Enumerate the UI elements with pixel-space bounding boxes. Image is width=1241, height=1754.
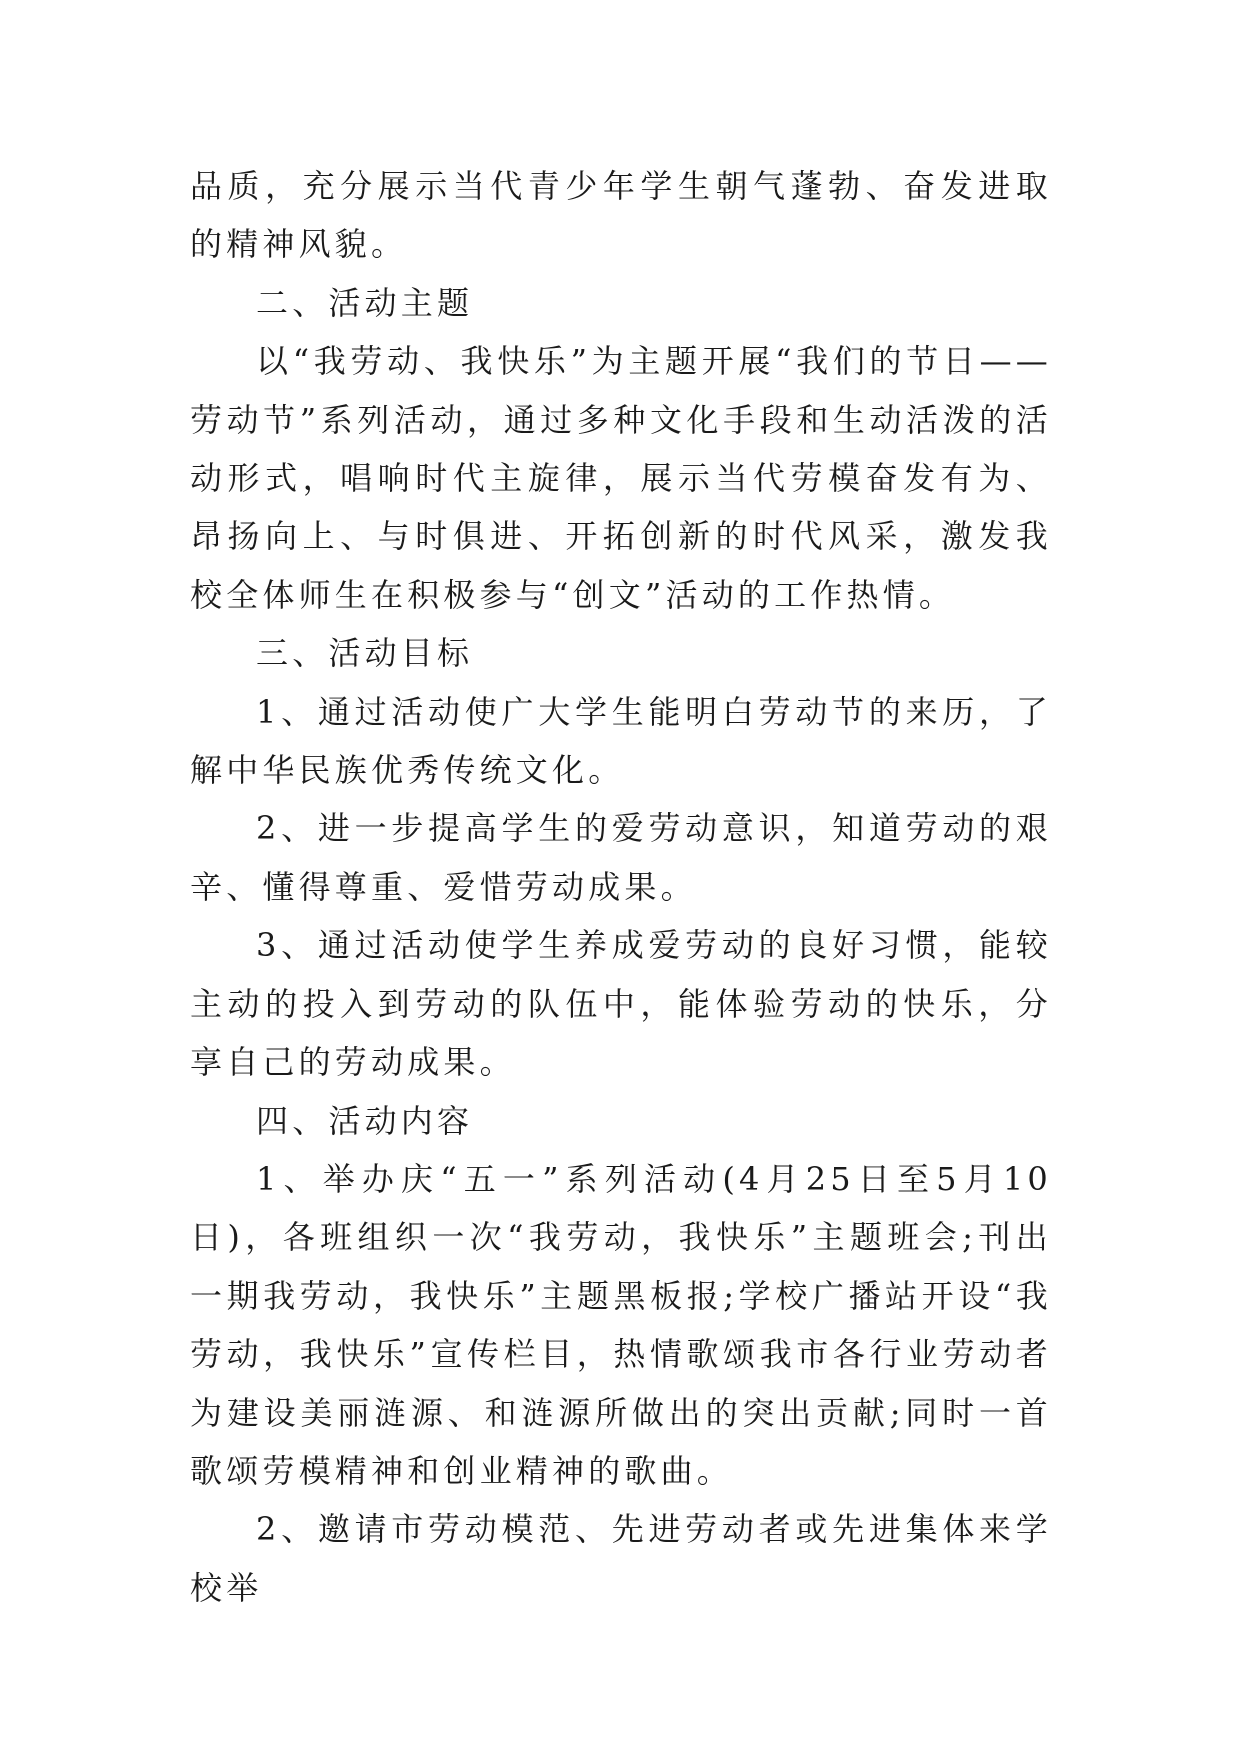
paragraph-intro-continuation: 品质，充分展示当代青少年学生朝气蓬勃、奋发进取的精神风貌。 [190,167,1052,264]
paragraph-content-2: 2、邀请市劳动模范、先进劳动者或先进集体来学校举 [190,1510,1052,1607]
paragraph-goal-3: 3、通过活动使学生养成爱劳动的良好习惯，能较主动的投入到劳动的队伍中，能体验劳动的快乐，分享自己的劳动成果。 [190,926,1052,1082]
heading-activity-content: 四、活动内容 [256,1101,474,1140]
paragraph-content-1: 1、举办庆“五一”系列活动(4月25日至5月10日)，各班组织一次“我劳动，我快乐”主题班会;刊出一期我劳动，我快乐”主题黑板报;学校广播站开设“我劳动，我快乐”宣传栏目，热情歌颂我市各行业劳动者为建设美丽涟源、和涟源所做出的突出贡献;同时一首歌颂劳模精神和创业精神的歌曲。 [190,1159,1052,1490]
paragraph-goal-1: 1、通过活动使广大学生能明白劳动节的来历，了解中华民族优秀传统文化。 [190,692,1052,790]
document-body [190,157,1052,1617]
paragraph-goal-2: 2、进一步提高学生的爱劳动意识，知道劳动的艰辛、懂得尊重、爱惜劳动成果。 [190,809,1052,906]
heading-activity-theme: 二、活动主题 [256,283,474,322]
heading-activity-goals: 三、活动目标 [256,634,474,673]
paragraph-activity-theme: 以“我劳动、我快乐”为主题开展“我们的节日——劳动节”系列活动，通过多种文化手段和生动活泼的活动形式，唱响时代主旋律，展示当代劳模奋发有为、昂扬向上、与时俱进、开拓创新的时代风采，激发我校全体师生在积极参与“创文”活动的工作热情。 [190,342,1052,614]
